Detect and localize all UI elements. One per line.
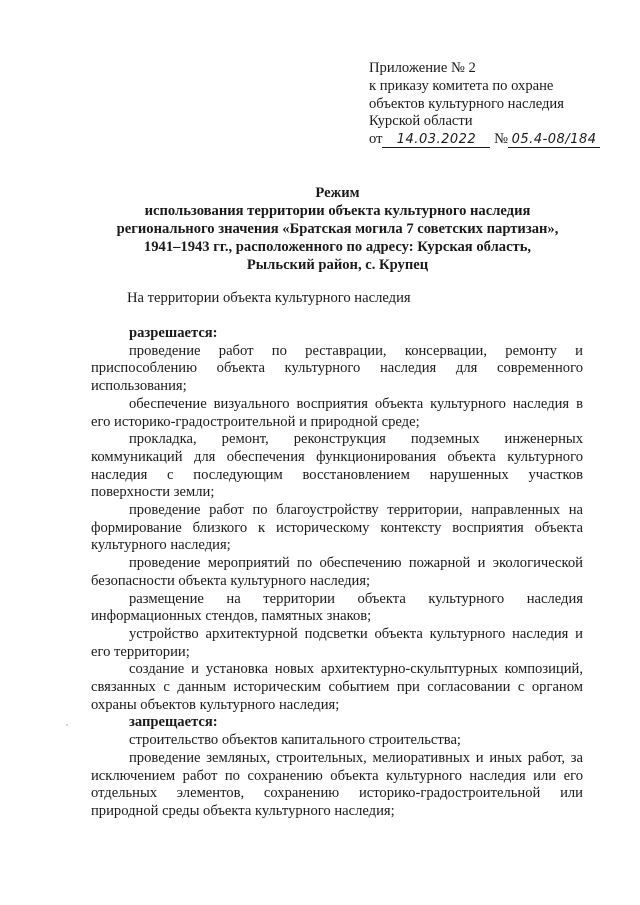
allowed-item: проведение работ по реставрации, консервации, ремонту и приспособлению объекта культурного наследия для современного использования;: [91, 342, 583, 395]
title-line-2: использования территории объекта культурного наследия: [144, 202, 531, 219]
allowed-heading: разрешается:: [129, 325, 218, 341]
title-line-1: Режим: [315, 185, 360, 201]
allowed-item: проведение работ по благоустройству территории, направленных на формирование близкого к историческому контексту восприятия объекта культурного наследия;: [91, 502, 583, 554]
allowed-item: проведение мероприятий по обеспечению пожарной и экологической безопасности объекта культурного наследия;: [91, 555, 583, 589]
appendix-region-line: Курской области: [369, 113, 473, 130]
handwritten-date: 14.03.2022: [382, 133, 490, 148]
appendix-header: [369, 60, 609, 149]
handwritten-order-number: 05.4-08/184: [508, 133, 600, 148]
number-label: №: [494, 131, 509, 148]
allowed-item: прокладка, ремонт, реконструкция подземных инженерных коммуникаций для обеспечения функционирования объекта культурного наследия с последующим восстановлением нарушенных участков поверхности земли;: [91, 431, 583, 501]
appendix-date-line: [369, 131, 609, 149]
allowed-item: обеспечение визуального восприятия объекта культурного наследия в его историко-градостроительной и природной среде;: [91, 395, 583, 430]
allowed-item: устройство архитектурной подсветки объекта культурного наследия и его территории;: [91, 625, 583, 660]
appendix-order-line: к приказу комитета по охране: [369, 77, 554, 94]
forbidden-item: проведение земляных, строительных, мелиоративных и иных работ, за исключением работ по сохранению объекта культурного наследия или его отдельных элементов, сохранению историко-градостроительной или природной среды объекта культурного наследия;: [91, 749, 583, 819]
title-line-4: 1941–1943 гг., расположенного по адресу: Курская область,: [143, 238, 532, 255]
intro-text: На территории объекта культурного наследия: [127, 290, 411, 306]
document-body: [91, 325, 583, 821]
scan-speck: [66, 724, 68, 726]
title-line-3: регионального значения «Братская могила 7 советских партизан»,: [116, 220, 559, 237]
forbidden-heading: запрещается:: [129, 714, 218, 731]
allowed-item: создание и установка новых архитектурно-скульптурных композиций, связанных с данным историческим событием при согласовании с органом охраны объектов культурного наследия;: [91, 661, 583, 713]
date-label: от: [369, 131, 383, 148]
appendix-title: Приложение № 2: [369, 60, 476, 76]
forbidden-item: строительство объектов капитального строительства;: [129, 732, 461, 749]
document-title: [90, 185, 585, 275]
title-line-5: Рыльский район, с. Крупец: [246, 256, 429, 273]
allowed-item: размещение на территории объекта культурного наследия информационных стендов, памятных знаков;: [91, 590, 583, 625]
appendix-committee-line: объектов культурного наследия: [369, 95, 564, 112]
